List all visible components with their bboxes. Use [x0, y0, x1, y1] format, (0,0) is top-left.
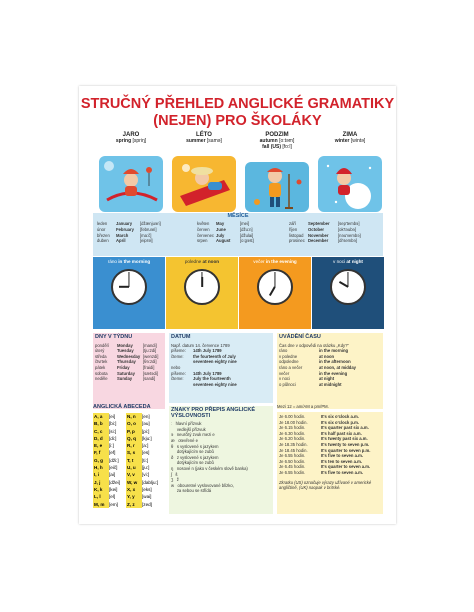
alphabet-letter: E, e — [93, 442, 109, 449]
alphabet-letter: Z, z — [126, 501, 142, 508]
alphabet-row — [93, 420, 163, 427]
alphabet-letter: X, x — [126, 486, 142, 493]
date-line: píšeme: 14th July 1789 — [171, 348, 222, 354]
alphabet-letter: R, r — [126, 442, 142, 449]
time-expression-row: v poledne at noon — [279, 353, 335, 359]
phonetic-symbol-row: ʒ ž — [171, 477, 179, 483]
alphabet-row — [93, 486, 163, 493]
season-winter: ZIMA winter [wintə] — [318, 132, 382, 144]
alphabet-row — [93, 449, 163, 456]
phonetics-heading: ZNAKY PRO PŘEPIS ANGLICKÉ VÝSLOVNOSTI — [171, 407, 256, 419]
time-expressions-section — [277, 333, 383, 409]
clock-time-row: Je 18.00 hodin. It's six o'clock p.m. — [279, 419, 360, 425]
alphabet-letter: D, d — [93, 435, 109, 442]
alphabet-pronunciation: [eič] — [109, 465, 118, 471]
alphabet-pronunciation: [a:] — [142, 443, 149, 449]
alphabet-letter: J, j — [93, 479, 109, 486]
months-col-3 — [289, 221, 381, 244]
clock-icon — [330, 269, 366, 305]
day-row: pátek Friday [fraidi] — [95, 364, 155, 370]
season-summer: LÉTO summer [samə] — [172, 132, 236, 144]
month-row: říjen October [ok'təubə] — [289, 226, 357, 232]
date-line: seventeen eighty nine — [193, 381, 237, 387]
alphabet-pronunciation: [kei] — [109, 486, 118, 492]
time-expression-row: ráno a večer at noon, at midday — [279, 364, 356, 370]
times-note: Zkratku (US) označuje výrazy užívané v americké angličtině, (UK) naopak v britské. — [279, 479, 372, 491]
date-section — [169, 333, 273, 403]
date-line: čteme: the fourteenth of July — [171, 353, 236, 359]
phonetic-symbol-row: dotýkajícím se zubů — [171, 460, 214, 466]
alphabet-heading: ANGLICKÁ ABECEDA — [93, 404, 151, 410]
alphabet-letter: I, i — [93, 471, 109, 478]
time-expressions-intro: Čas dne v odpovědi na otázku „Kdy?“ — [279, 342, 349, 348]
alphabet-letter: M, m — [93, 501, 109, 508]
clock-time-row: Je 6.20 hodin. It's twenty past six a.m. — [279, 436, 368, 442]
alphabet-letter: P, p — [126, 428, 142, 435]
alphabet-pronunciation: [el] — [109, 494, 116, 500]
alphabet-pronunciation: [bi:] — [109, 421, 117, 427]
month-row: červenec July [džulai] — [197, 232, 254, 238]
day-row: sobota Saturday [sætədi] — [95, 370, 158, 376]
phonetic-symbol-row: vedlejší přízvuk — [171, 426, 206, 432]
alphabet-pronunciation: [ef] — [109, 450, 116, 456]
months-section — [93, 213, 383, 256]
clock-time-row: Je 18.35 hodin. It's twenty to seven p.m. — [279, 441, 370, 447]
month-row: duben April [eiprəl] — [97, 238, 153, 244]
grammar-poster — [79, 86, 396, 524]
autumn-illustration — [245, 162, 309, 212]
month-row: únor February [februəri] — [97, 226, 157, 232]
time-expression-row: v noci at night — [279, 376, 335, 382]
phonetic-symbol-row: æ otevřené e — [171, 437, 199, 443]
alphabet-row — [93, 428, 163, 435]
phonetic-symbol-row: ː hlavní přízvuk — [171, 421, 202, 427]
alphabet-pronunciation: [em] — [109, 501, 118, 507]
phonetic-symbol-row: ŋ nosové n (jako v českém slově banka) — [171, 465, 248, 471]
alphabet-row — [93, 442, 163, 449]
clock-time-row: Je 6.15 hodin. It's quarter past six a.m. — [279, 425, 369, 431]
time-expression-row: o půlnoci at midnight — [279, 381, 342, 387]
alphabet-pronunciation: [si:] — [109, 428, 117, 434]
month-row: listopad November [nəu'vembə] — [289, 232, 361, 238]
alphabet-pronunciation: [vi:] — [142, 472, 150, 478]
alphabet-pronunciation: [ai] — [109, 472, 116, 478]
alphabet-pronunciation: [ju:] — [142, 465, 150, 471]
phonetic-symbol-row: ʃ š — [171, 471, 178, 477]
month-row: leden January [džænjuəri] — [97, 221, 161, 226]
season-spring: JARO spring [spriŋ] — [99, 132, 163, 144]
alphabet-letter: N, n — [126, 413, 142, 420]
phonetics-section — [169, 406, 273, 514]
alphabet-pronunciation: [wai] — [142, 494, 152, 500]
alphabet-row — [93, 501, 163, 508]
clock-icon — [111, 269, 147, 305]
month-row: září September [sep'tembə] — [289, 221, 360, 226]
time-expressions-heading: UVÁDĚNÍ ČASU — [279, 334, 321, 340]
clock-icon — [184, 269, 220, 305]
alphabet-letter: T, t — [126, 457, 142, 464]
months-col-1 — [97, 221, 169, 244]
alphabet-pronunciation: [di:] — [109, 435, 117, 441]
time-expression-row: odpoledne in the afternoon — [279, 359, 351, 365]
alphabet-row — [93, 464, 163, 471]
months-col-2 — [197, 221, 269, 244]
alphabet-pronunciation: [i:] — [109, 443, 114, 449]
alphabet-pronunciation: [əu] — [142, 421, 150, 427]
date-line: Např. datum 14. července 1789 — [171, 342, 230, 348]
alphabet-letter: U, u — [126, 464, 142, 471]
alphabet-pronunciation: [džei] — [109, 479, 120, 485]
alphabet-row — [93, 493, 163, 500]
day-row: středa Wednesday [wenzdi] — [95, 353, 159, 359]
day-row: pondělí Monday [mandi] — [95, 342, 157, 348]
clock-panel-noon: poledne at noon — [166, 257, 238, 329]
clock-time-row: Je 18.45 hodin. It's quarter to seven p.m. — [279, 447, 371, 453]
alphabet-letter: W, w — [126, 479, 142, 486]
alphabet-pronunciation: [ti:] — [142, 457, 149, 463]
phonetics-list — [171, 421, 271, 494]
clock-panel-morning: ráno in the morning — [93, 257, 165, 329]
alphabet-row — [93, 457, 163, 464]
month-row: prosinec December [di'sembə] — [289, 238, 357, 244]
alphabet-grid — [93, 413, 163, 508]
month-row: květen May [mei] — [197, 221, 250, 226]
month-row: březen March [ma:č] — [97, 232, 152, 238]
alphabet-pronunciation: [eks] — [142, 486, 152, 492]
phonetic-symbol-row: w obouretné vyslovované blízko, — [171, 482, 234, 488]
clock-time-row: Je 6.30 hodin. It's half past six a.m. — [279, 430, 362, 436]
alphabet-pronunciation: [ei] — [109, 414, 116, 419]
clock-icon — [257, 269, 293, 305]
alphabet-letter: L, l — [93, 493, 109, 500]
alphabet-row — [93, 479, 163, 486]
phonetic-symbol-row: θ s vyslovené s jazykem — [171, 443, 219, 449]
month-row: červen June [džu:n] — [197, 226, 253, 232]
alphabet-pronunciation: [pi:] — [142, 428, 150, 434]
alphabet-letter: B, b — [93, 420, 109, 427]
alphabet-letter: S, s — [126, 449, 142, 456]
alphabet-pronunciation: [en] — [142, 414, 150, 419]
alphabet-letter: G, g — [93, 457, 109, 464]
alphabet-row — [93, 471, 163, 478]
date-line: čteme: July the fourteenth — [171, 376, 231, 382]
date-line: seventeen eighty nine — [193, 359, 237, 365]
day-row: neděle Sunday [sandi] — [95, 376, 156, 382]
alphabet-row — [93, 413, 163, 420]
alphabet-letter: O, o — [126, 420, 142, 427]
date-heading: DATUM — [171, 334, 191, 340]
alphabet-letter: Q, q — [126, 435, 142, 442]
poster-title: STRUČNÝ PŘEHLED ANGLICKÉ GRAMATIKY (NEJEN) PRO ŠKOLÁKY — [80, 96, 395, 129]
spring-illustration — [99, 156, 163, 212]
alphabet-pronunciation: [es] — [142, 450, 150, 456]
winter-illustration — [318, 156, 382, 212]
date-line: nebo — [171, 364, 181, 370]
clock-panel-evening: večer in the evening — [239, 257, 311, 329]
days-section — [93, 333, 165, 409]
alphabet-letter: Y, y — [126, 493, 142, 500]
clock-time-row: Je 6.55 hodin. It's five to seven a.m. — [279, 453, 363, 459]
alphabet-letter: V, v — [126, 471, 142, 478]
clock-times-section — [277, 412, 383, 514]
am-pm-note: Mezi 12 = am/AM a pm/PM. — [277, 404, 329, 409]
season-autumn: PODZIM autumn [o:təm] fall (US) [fo:l] — [245, 132, 309, 150]
alphabet-letter: K, k — [93, 486, 109, 493]
alphabet-pronunciation: [dži:] — [109, 457, 119, 463]
phonetic-symbol-row: dotýkajícím se zubů — [171, 449, 214, 455]
day-row: čtvrtek Thursday [θə:zdi] — [95, 359, 157, 365]
time-expression-row: ráno in the morning — [279, 348, 349, 354]
months-heading: MĚSÍCE — [227, 213, 249, 219]
alphabet-letter: A, a — [93, 413, 109, 420]
alphabet-letter: F, f — [93, 449, 109, 456]
phonetic-symbol-row: ð z vyslovené s jazykem — [171, 454, 219, 460]
alphabet-pronunciation: [dablju:] — [142, 479, 159, 485]
phonetic-symbol-row: ə neurčitý zvuk mezi e — [171, 432, 215, 438]
clock-times-list — [279, 414, 381, 476]
alphabet-letter: C, c — [93, 428, 109, 435]
clock-panel-night: v noci at night — [312, 257, 384, 329]
alphabet-pronunciation: [zed] — [142, 501, 152, 507]
summer-illustration — [172, 156, 236, 212]
date-line: píšeme: 14th July 1789 — [171, 370, 222, 376]
day-row: úterý Tuesday [tju:zdi] — [95, 348, 157, 354]
clock-time-row: Je 6.45 hodin. It's quarter to seven a.m. — [279, 464, 371, 470]
time-expression-row: večer in the evening — [279, 370, 348, 376]
alphabet-row — [93, 435, 163, 442]
clock-time-row: Je 6.50 hodin. It's ten to seven a.m. — [279, 458, 363, 464]
clock-time-row: Je 6.55 hodin. It's five to seven a.m. — [279, 469, 363, 475]
clock-time-row: Je 6.00 hodin. It's six o'clock a.m. — [279, 414, 359, 419]
alphabet-pronunciation: [kju:] — [142, 435, 152, 441]
month-row: srpen August [o:gəst] — [197, 238, 254, 244]
daytime-clocks — [93, 257, 383, 329]
phonetic-symbol-row: za sebou se střídá — [171, 488, 212, 494]
days-heading: DNY V TÝDNU — [95, 334, 133, 340]
alphabet-letter: H, h — [93, 464, 109, 471]
